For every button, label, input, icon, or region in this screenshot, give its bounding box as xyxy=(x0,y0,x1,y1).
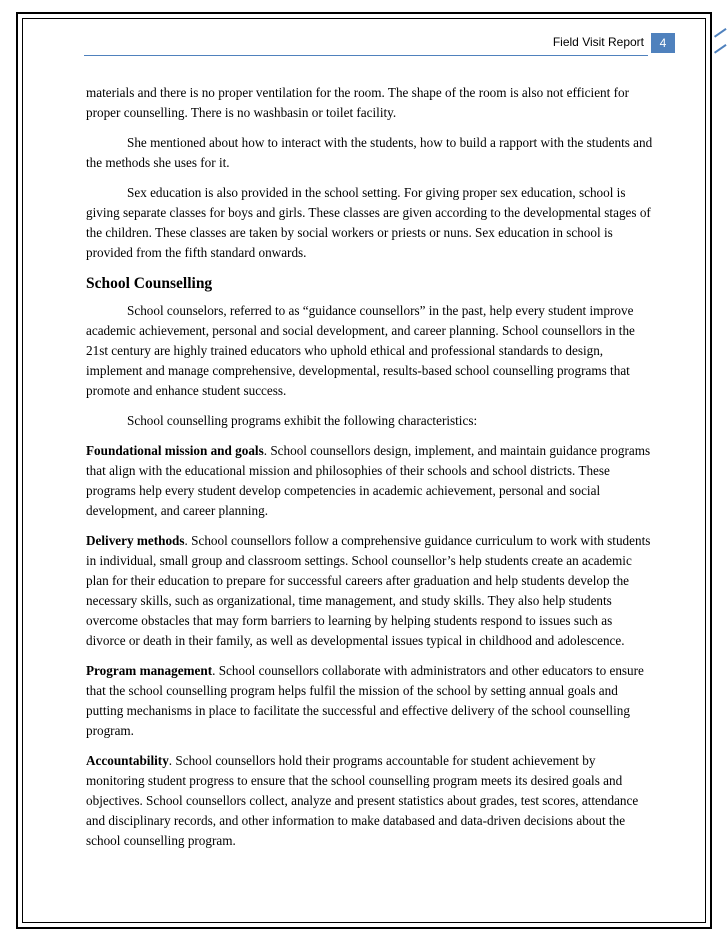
header-title: Field Visit Report xyxy=(552,35,644,49)
body-paragraph: Sex education is also provided in the school setting. For giving proper sex education, school is giving separate classes for boys and girls. These classes are given according to the developmental stages of the children. These classes are taken by social workers or priests or nuns. Sex education in school is provided from the fifth standard onwards. xyxy=(86,185,651,260)
characteristic-item xyxy=(86,751,654,851)
characteristic-item xyxy=(86,661,654,741)
section-heading: School Counselling xyxy=(86,275,213,292)
characteristic-text: . School counsellors hold their programs accountable for student achievement by monitoring student progress to ensure that the school counselling program meets its desired goals and objectives. School counsellors collect, analyze and present statistics about grades, test scores, attendance and disciplinary records, and other information to make databased and data-driven decisions about the school counselling program. xyxy=(86,753,639,848)
characteristic-text: . School counsellors design, implement, and maintain guidance programs that align with the educational mission and philosophies of their schools and school districts. These programs help every student develop competencies in academic achievement, personal and social development, and career planning. xyxy=(86,443,651,518)
characteristic-term: Accountability xyxy=(86,753,169,768)
characteristic-term: Foundational mission and goals xyxy=(86,443,264,458)
page-header xyxy=(0,33,728,53)
characteristic-item xyxy=(86,531,654,651)
body-paragraph: She mentioned about how to interact with the students, how to build a rapport with the students and the methods she uses for it. xyxy=(86,135,653,170)
characteristic-text: . School counsellors collaborate with administrators and other educators to ensure that the school counselling program helps fulfil the mission of the school by setting annual goals and putting mechanisms in place to facilitate the successful and effective delivery of the school counselling program. xyxy=(86,663,644,738)
characteristic-term: Delivery methods xyxy=(86,533,185,548)
header-rule xyxy=(84,55,648,56)
characteristic-text: . School counsellors follow a comprehensive guidance curriculum to work with students in individual, small group and classroom settings. School counsellor’s help students create an academic plan for their education to prepare for successful careers after graduation and help students develop the necessary skills, such as organizational, time management, and study skills. They also help students overcome obstacles that may form barriers to learning by helping students respond to issues such as divorce or death in their family, as well as developmental issues typical in childhood and adolescence. xyxy=(86,533,651,648)
body-paragraph: materials and there is no proper ventilation for the room. The shape of the room is also not efficient for proper counselling. There is no washbasin or toilet facility. xyxy=(86,85,629,120)
page-number-badge: 4 xyxy=(651,33,675,53)
characteristic-term: Program management xyxy=(86,663,213,678)
page-body xyxy=(86,83,654,861)
section-intro: School counselors, referred to as “guidance counsellors” in the past, help every student improve academic achievement, personal and social development, and career planning. School counsellors in the 21st century are highly trained educators who uphold ethical and professional standards to design, implement and manage comprehensive, developmental, results-based school counselling programs that promote and enhance student success. xyxy=(86,303,635,398)
section-lead: School counselling programs exhibit the following characteristics: xyxy=(127,413,478,428)
characteristic-item xyxy=(86,441,654,521)
